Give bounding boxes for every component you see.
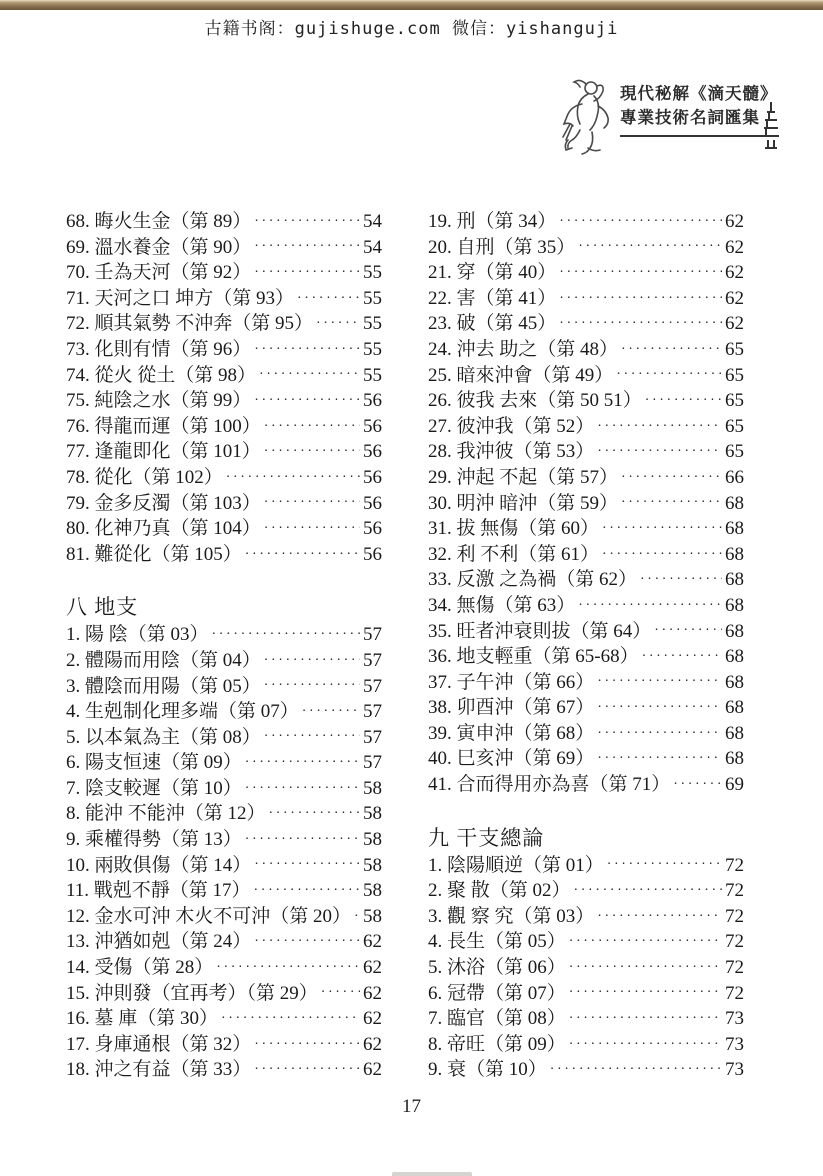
- toc-entry-label: 79. 金多反濁（第 103）: [66, 492, 261, 514]
- toc-entry-label: 68. 晦火生金（第 89）: [66, 211, 252, 232]
- dot-leader: [254, 1057, 360, 1079]
- toc-entry-page: 55: [363, 338, 382, 360]
- toc-entry-label: 75. 純陰之水（第 99）: [66, 390, 252, 412]
- dot-leader: [578, 234, 722, 256]
- toc-entry-page: 72: [725, 957, 744, 979]
- toc-entry: [66, 671, 382, 697]
- toc-entry-label: 28. 我沖彼（第 53）: [428, 441, 595, 463]
- toc-entry: [66, 722, 382, 748]
- dot-leader: [559, 311, 722, 333]
- toc-entry-label: 18. 沖之有益（第 33）: [66, 1059, 252, 1081]
- toc-entry-label: 77. 逢龍即化（第 101）: [66, 441, 261, 463]
- toc-entry-label: 27. 彼沖我（第 52）: [428, 415, 595, 437]
- dot-leader: [550, 1057, 722, 1079]
- toc-section-title: 九 干支總論: [428, 825, 545, 850]
- toc-entry-page: 62: [725, 236, 744, 258]
- dot-leader: [269, 801, 360, 823]
- toc-entry-page: 68: [725, 646, 744, 668]
- toc-entry-label: 81. 難從化（第 105）: [66, 543, 242, 565]
- dot-leader: [569, 929, 722, 951]
- dot-leader: [254, 878, 360, 900]
- toc-entry-page: 62: [725, 313, 744, 335]
- toc-entry: [428, 1029, 744, 1055]
- toc-entry-page: 58: [363, 829, 382, 851]
- toc-entry: [66, 513, 382, 539]
- toc-entry-page: 62: [363, 957, 382, 979]
- toc-entry-label: 36. 地支輕重（第 65-68）: [428, 646, 639, 668]
- dot-leader: [321, 980, 360, 1002]
- toc-entry-page: 69: [725, 774, 744, 796]
- dot-leader: [254, 1032, 360, 1054]
- toc-entry-page: 62: [725, 211, 744, 232]
- dot-leader: [245, 776, 360, 798]
- publisher-stamp: [558, 72, 783, 160]
- toc-entry-label: 39. 寅申沖（第 68）: [428, 722, 595, 744]
- toc-entry-page: 56: [363, 466, 382, 488]
- toc-entry-page: 58: [363, 905, 382, 927]
- toc-entry-label: 40. 巳亥沖（第 69）: [428, 748, 595, 770]
- toc-entry-page: 72: [725, 905, 744, 927]
- toc-entry: [428, 513, 744, 539]
- dot-leader: [578, 593, 722, 615]
- toc-entry-label: 34. 無傷（第 63）: [428, 594, 576, 616]
- toc-entry-label: 38. 卯酉沖（第 67）: [428, 697, 595, 719]
- toc-entry: [428, 411, 744, 437]
- dot-leader: [264, 414, 360, 436]
- toc-entry-label: 9. 衰（第 10）: [428, 1059, 547, 1081]
- dot-leader: [245, 827, 360, 849]
- dot-leader: [212, 622, 360, 644]
- toc-entry: [66, 978, 382, 1004]
- toc-entry-label: 24. 沖去 助之（第 48）: [428, 338, 619, 360]
- toc-entry-label: 9. 乘權得勢（第 13）: [66, 829, 242, 851]
- toc-entry-label: 73. 化則有情（第 96）: [66, 338, 252, 360]
- toc-entry-label: 11. 戰剋不靜（第 17）: [66, 880, 251, 902]
- toc-entry-label: 69. 溫水養金（第 90）: [66, 236, 252, 258]
- toc-entry: [428, 308, 744, 334]
- toc-entry: [66, 875, 382, 901]
- dot-leader: [574, 878, 722, 900]
- toc-entry-label: 15. 沖則發（宜再考）（第 29）: [66, 982, 318, 1004]
- toc-section-title: 八 地支: [66, 595, 139, 620]
- toc-entry: [66, 411, 382, 437]
- toc-entry: [66, 926, 382, 952]
- toc-entry: [66, 360, 382, 386]
- toc-entry: [66, 773, 382, 799]
- toc-entry-page: 68: [725, 697, 744, 719]
- dot-leader: [673, 772, 722, 794]
- dot-leader: [597, 746, 722, 768]
- toc-entry: [66, 462, 382, 488]
- page-number: 17: [402, 1096, 421, 1117]
- toc-entry-label: 71. 天河之口 坤方（第 93）: [66, 287, 295, 309]
- toc-entry: [428, 360, 744, 386]
- toc-entry: [66, 308, 382, 334]
- dot-leader: [254, 337, 360, 359]
- toc-entry: [66, 952, 382, 978]
- toc-entry-label: 10. 兩敗俱傷（第 14）: [66, 854, 252, 876]
- toc-entry: [66, 901, 382, 927]
- toc-entry: [66, 619, 382, 645]
- toc-entry-page: 68: [725, 569, 744, 591]
- dot-leader: [264, 648, 360, 670]
- toc-entry-page: 57: [363, 701, 382, 723]
- site-watermark-line: 古籍书阁：gujishuge.com 微信：yishanguji: [204, 19, 619, 39]
- stamp-title-line2: 專業技術名詞匯集: [620, 108, 760, 127]
- toc-entry: [428, 206, 744, 232]
- toc-entry-page: 56: [363, 441, 382, 463]
- dot-leader: [640, 567, 722, 589]
- toc-entry-label: 80. 化神乃真（第 104）: [66, 518, 261, 540]
- toc-entry-label: 14. 受傷（第 28）: [66, 957, 214, 979]
- toc-entry-label: 78. 從化（第 102）: [66, 466, 223, 488]
- toc-entry-label: 30. 明沖 暗沖（第 59）: [428, 492, 619, 514]
- toc-entry: [428, 692, 744, 718]
- toc-entry: [66, 1003, 382, 1029]
- dot-leader: [621, 337, 722, 359]
- toc-entry-label: 6. 陽支恒速（第 09）: [66, 752, 242, 774]
- toc-entry-label: 2. 體陽而用陰（第 04）: [66, 649, 261, 671]
- toc-entry-label: 1. 陰陽順逆（第 01）: [428, 854, 604, 876]
- toc-entry-page: 54: [363, 236, 382, 258]
- toc-entry-label: 12. 金水可沖 木火不可沖（第 20）: [66, 905, 351, 927]
- dot-leader: [254, 852, 360, 874]
- toc-entry-label: 7. 陰支較遲（第 10）: [66, 777, 242, 799]
- toc-entry-label: 41. 合而得用亦為喜（第 71）: [428, 774, 671, 796]
- toc-entry: [428, 1003, 744, 1029]
- toc-entry-page: 62: [363, 1059, 382, 1081]
- toc-entry-page: 56: [363, 390, 382, 412]
- toc-entry-label: 1. 陽 陰（第 03）: [66, 624, 209, 646]
- dot-leader: [597, 721, 722, 743]
- dot-leader: [245, 542, 360, 564]
- dot-leader: [354, 904, 360, 926]
- toc-entry-page: 66: [725, 466, 744, 488]
- dot-leader: [264, 724, 360, 746]
- dot-leader: [245, 750, 360, 772]
- toc-entry: [66, 488, 382, 514]
- dot-leader: [621, 490, 722, 512]
- toc-entry-label: 76. 得龍而運（第 100）: [66, 415, 261, 437]
- toc-entry: [428, 488, 744, 514]
- toc-entry-page: 58: [363, 803, 382, 825]
- dot-leader: [254, 260, 360, 282]
- toc-entry: [428, 283, 744, 309]
- dot-leader: [264, 673, 360, 695]
- toc-entry: [428, 385, 744, 411]
- immortal-figure-icon: [558, 74, 616, 158]
- toc-entry: [428, 850, 744, 876]
- toc-entry: [66, 798, 382, 824]
- toc-entry-page: 68: [725, 518, 744, 540]
- toc-entry-page: 56: [363, 492, 382, 514]
- dot-leader: [264, 490, 360, 512]
- toc-entry-label: 72. 順其氣勢 不沖奔（第 95）: [66, 313, 314, 335]
- toc-entry-page: 73: [725, 1033, 744, 1055]
- toc-entry-label: 20. 自刑（第 35）: [428, 236, 576, 258]
- toc-entry-label: 3. 體陰而用陽（第 05）: [66, 675, 261, 697]
- toc-entry: [66, 334, 382, 360]
- toc-entry-label: 17. 身庫通根（第 32）: [66, 1033, 252, 1055]
- toc-entry-page: 55: [363, 262, 382, 284]
- dot-leader: [569, 980, 722, 1002]
- dot-leader: [264, 516, 360, 538]
- toc-entry: [428, 462, 744, 488]
- toc-entry: [66, 257, 382, 283]
- toc-entry-label: 21. 穿（第 40）: [428, 262, 557, 284]
- toc-entry-label: 16. 墓 庫（第 30）: [66, 1008, 219, 1030]
- toc-entry-page: 62: [725, 287, 744, 309]
- toc-entry-label: 3. 觀 察 究（第 03）: [428, 905, 595, 927]
- dot-leader: [316, 311, 360, 333]
- toc-entry-label: 4. 生剋制化理多端（第 07）: [66, 701, 299, 723]
- toc-entry-page: 72: [725, 854, 744, 876]
- toc-entry-label: 4. 長生（第 05）: [428, 931, 566, 953]
- toc-entry-page: 56: [363, 518, 382, 540]
- toc-entry-page: 55: [363, 313, 382, 335]
- toc-entry: [428, 334, 744, 360]
- toc-entry-label: 32. 利 不利（第 61）: [428, 543, 600, 565]
- toc-entry-page: 57: [363, 624, 382, 646]
- toc-entry: [66, 850, 382, 876]
- toc-entry-label: 8. 能沖 不能沖（第 12）: [66, 803, 266, 825]
- dot-leader: [302, 699, 360, 721]
- toc-entry-page: 72: [725, 931, 744, 953]
- dot-leader: [597, 414, 722, 436]
- toc-entry: [428, 616, 744, 642]
- dot-leader: [559, 209, 722, 231]
- toc-entry-label: 25. 暗來沖會（第 49）: [428, 364, 614, 386]
- toc-entry-label: 33. 反激 之為禍（第 62）: [428, 569, 638, 591]
- dot-leader: [654, 618, 722, 640]
- toc-entry-label: 31. 拔 無傷（第 60）: [428, 518, 600, 540]
- toc-entry-label: 5. 以本氣為主（第 08）: [66, 726, 261, 748]
- toc-entry: [428, 1054, 744, 1080]
- dot-leader: [597, 669, 722, 691]
- dot-leader: [597, 439, 722, 461]
- dot-leader: [254, 209, 360, 231]
- toc-entry: [428, 978, 744, 1004]
- toc-entry-page: 65: [725, 338, 744, 360]
- toc-entry: [428, 718, 744, 744]
- toc-entry: [428, 667, 744, 693]
- toc-entry: [428, 769, 744, 795]
- toc-entry-page: 72: [725, 880, 744, 902]
- dot-leader: [226, 465, 360, 487]
- toc-entry-label: 35. 旺者沖衰則拔（第 64）: [428, 620, 652, 642]
- toc-entry-label: 5. 沐浴（第 06）: [428, 957, 566, 979]
- toc-entry-label: 6. 冠帶（第 07）: [428, 982, 566, 1004]
- toc-entry-label: 13. 沖猶如剋（第 24）: [66, 931, 252, 953]
- toc-entry-page: 68: [725, 543, 744, 565]
- toc-entry-page: 68: [725, 671, 744, 693]
- toc-entry: [428, 539, 744, 565]
- toc-entry-page: 62: [363, 931, 382, 953]
- stamp-title-line1: 現代秘解《滴天髓》: [620, 84, 778, 103]
- toc-entry-page: 57: [363, 649, 382, 671]
- toc-column-right: [428, 206, 744, 1080]
- dot-leader: [569, 1032, 722, 1054]
- dot-leader: [254, 929, 360, 951]
- toc-entry-page: 62: [363, 982, 382, 1004]
- toc-entry: [66, 824, 382, 850]
- table-of-contents: [66, 206, 758, 1080]
- toc-entry-label: 19. 刑（第 34）: [428, 211, 557, 232]
- toc-entry-page: 54: [363, 211, 382, 232]
- toc-entry-page: 73: [725, 1008, 744, 1030]
- toc-entry-page: 57: [363, 675, 382, 697]
- dot-leader: [645, 388, 722, 410]
- dot-leader: [597, 695, 722, 717]
- dot-leader: [616, 362, 722, 384]
- toc-entry: [66, 1054, 382, 1080]
- toc-entry-label: 7. 臨官（第 08）: [428, 1008, 566, 1030]
- toc-entry: [66, 385, 382, 411]
- dot-leader: [569, 1006, 722, 1028]
- toc-entry-label: 37. 子午沖（第 66）: [428, 671, 595, 693]
- dot-leader: [254, 234, 360, 256]
- dot-leader: [559, 260, 722, 282]
- toc-entry: [428, 743, 744, 769]
- toc-entry: [428, 436, 744, 462]
- toc-entry: [428, 257, 744, 283]
- toc-entry: [66, 645, 382, 671]
- toc-column-left: [66, 206, 382, 1080]
- toc-entry: [428, 232, 744, 258]
- toc-entry-page: 57: [363, 752, 382, 774]
- toc-entry-page: 65: [725, 390, 744, 412]
- toc-entry-page: 65: [725, 415, 744, 437]
- stamp-title: [620, 82, 778, 137]
- page-top-border: [0, 0, 823, 10]
- toc-entry-label: 26. 彼我 去來（第 50 51）: [428, 390, 642, 412]
- toc-entry-page: 72: [725, 982, 744, 1004]
- toc-entry-page: 55: [363, 364, 382, 386]
- toc-entry-page: 58: [363, 854, 382, 876]
- toc-entry-page: 68: [725, 620, 744, 642]
- toc-entry: [66, 232, 382, 258]
- toc-entry-label: 8. 帝旺（第 09）: [428, 1033, 566, 1055]
- dot-leader: [559, 286, 722, 308]
- toc-entry: [66, 747, 382, 773]
- toc-entry: [66, 539, 382, 565]
- dot-leader: [254, 388, 360, 410]
- toc-entry: [428, 564, 744, 590]
- pagoda-ornament-icon: [762, 100, 780, 152]
- toc-entry-page: 55: [363, 287, 382, 309]
- dot-leader: [602, 542, 722, 564]
- toc-entry: [66, 696, 382, 722]
- toc-entry-page: 62: [725, 262, 744, 284]
- dot-leader: [597, 904, 722, 926]
- toc-entry-label: 70. 壬為天河（第 92）: [66, 262, 252, 284]
- toc-entry-page: 57: [363, 726, 382, 748]
- dot-leader: [259, 362, 360, 384]
- toc-entry-page: 68: [725, 722, 744, 744]
- toc-entry-label: 29. 沖起 不起（第 57）: [428, 466, 619, 488]
- toc-entry-page: 68: [725, 594, 744, 616]
- toc-entry-page: 68: [725, 492, 744, 514]
- toc-entry-page: 65: [725, 441, 744, 463]
- toc-entry: [66, 206, 382, 232]
- dot-leader: [621, 465, 722, 487]
- dot-leader: [607, 852, 722, 874]
- toc-entry-page: 58: [363, 880, 382, 902]
- dot-leader: [297, 286, 360, 308]
- toc-entry: [66, 283, 382, 309]
- toc-entry-label: 22. 害（第 41）: [428, 287, 557, 309]
- toc-entry-page: 68: [725, 748, 744, 770]
- dot-leader: [216, 955, 360, 977]
- toc-entry: [428, 641, 744, 667]
- toc-entry-page: 62: [363, 1008, 382, 1030]
- toc-entry: [428, 901, 744, 927]
- toc-entry-page: 58: [363, 777, 382, 799]
- toc-entry-page: 56: [363, 543, 382, 565]
- toc-entry: [428, 926, 744, 952]
- toc-entry-label: 23. 破（第 45）: [428, 313, 557, 335]
- dot-leader: [642, 644, 722, 666]
- toc-entry-page: 73: [725, 1059, 744, 1081]
- dot-leader: [569, 955, 722, 977]
- dot-leader: [602, 516, 722, 538]
- toc-entry: [428, 952, 744, 978]
- toc-entry: [428, 875, 744, 901]
- toc-entry-page: 62: [363, 1033, 382, 1055]
- toc-entry: [66, 1029, 382, 1055]
- toc-entry: [428, 590, 744, 616]
- toc-entry-label: 2. 聚 散（第 02）: [428, 880, 571, 902]
- toc-entry-page: 56: [363, 415, 382, 437]
- toc-entry: [66, 436, 382, 462]
- dot-leader: [221, 1006, 360, 1028]
- dot-leader: [264, 439, 360, 461]
- toc-entry-label: 74. 從火 從土（第 98）: [66, 364, 257, 386]
- toc-entry-page: 65: [725, 364, 744, 386]
- scan-edge-artifact: [392, 1172, 472, 1176]
